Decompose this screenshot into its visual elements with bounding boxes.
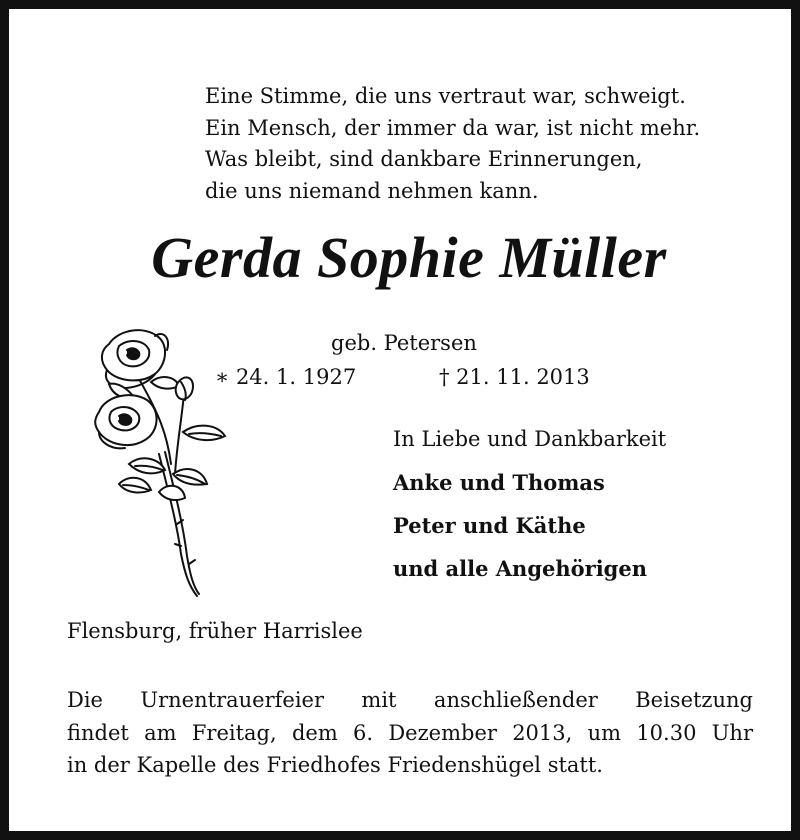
mourners-intro: In Liebe und Dankbarkeit <box>393 427 667 451</box>
notice-line: findet am Freitag, dem 6. Dezember 2013, um 10.30 Uhr <box>67 720 753 745</box>
mourner-names: Peter und Käthe <box>393 513 586 538</box>
deceased-name: Gerda Sophie Müller <box>151 225 667 290</box>
memorial-poem <box>205 81 700 207</box>
mourners-block <box>393 427 666 599</box>
place-line: Flensburg, früher Harrislee <box>67 619 363 643</box>
notice-line: Die Urnentrauerfeier mit anschließender Beisetzung <box>67 688 753 712</box>
funeral-notice <box>67 684 753 782</box>
poem-line: Ein Mensch, der immer da war, ist nicht mehr. <box>205 115 701 140</box>
notice-line: in der Kapelle des Friedhofes Friedenshügel statt. <box>67 753 603 777</box>
death-date: † 21. 11. 2013 <box>439 365 590 389</box>
mourner-names: Anke und Thomas <box>393 470 605 495</box>
poem-line: Was bleibt, sind dankbare Erinnerungen, <box>205 147 643 171</box>
poem-line: die uns niemand nehmen kann. <box>205 178 539 203</box>
mourner-names: und alle Angehörigen <box>393 556 647 581</box>
poem-line: Eine Stimme, die uns vertraut war, schweigt. <box>205 84 686 108</box>
maiden-name: geb. Petersen <box>331 331 477 355</box>
birth-date: ∗ 24. 1. 1927 <box>215 365 357 389</box>
